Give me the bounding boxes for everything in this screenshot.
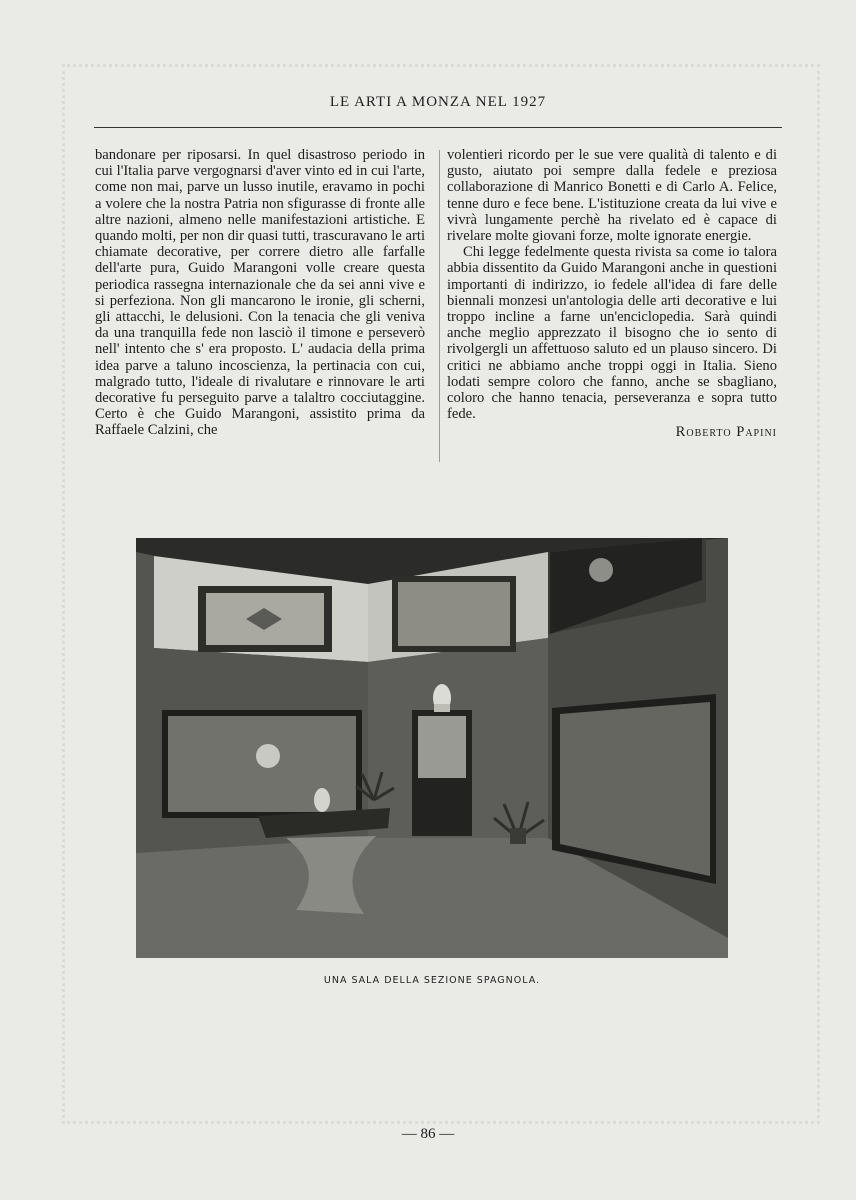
header-rule bbox=[94, 127, 782, 128]
text-column-right bbox=[447, 147, 777, 441]
column-divider bbox=[439, 150, 440, 462]
text-column-left bbox=[95, 147, 425, 439]
paragraph: Chi legge fedelmente questa rivista sa come io talora abbia dissentito da Guido Marangoni anche in questioni importanti di indirizzo, io fedele all'idea di fare delle biennali monzesi un'antologia delle arti decorative e lui troppo incline a farne un'enciclopedia. Sarà quindi anche meglio apprezzato il bisogno che io sento di rivolgergli un affettuoso saluto ed un plauso sincero. Di critici ne abbiamo anche troppi oggi in Italia. Sieno lodati sempre coloro che fanno, anche se sbagliano, coloro che hanno tenacia, perseveranza e sopra tutto fede. bbox=[447, 244, 777, 423]
author-signature: Roberto Papini bbox=[675, 424, 777, 441]
running-head: LE ARTI A MONZA NEL 1927 bbox=[329, 94, 547, 110]
page-number: — 86 — bbox=[401, 1126, 455, 1142]
paragraph: bandonare per riposarsi. In quel disastroso periodo in cui l'Italia parve vergognarsi d'aver vinto ed in cui l'arte, come non mai, parve un lusso inutile, eravamo in pochi a volere che la nostra Patria non sfigurasse di fronte alle altre nazioni, almeno nelle manifestazioni artistiche. E quando molti, per non dir quasi tutti, trascuravano le arti chiamate decorative, per correre dietro alle farfalle dell'arte pura, Guido Marangoni volle creare questa periodica rassegna internazionale che da sei anni vive e si perfeziona. Non gli mancarono le ironie, gli scherni, gli attacchi, le delusioni. Con la tenacia che gli veniva da una tranquilla fede non lasciò il timone e perseverò nell' intento che s' era proposto. L' audacia della prima idea parve a taluno incoscienza, la pertinacia con cui, malgrado tutto, l'ideale di rivalutare e rinnovare le arti decorative fu perseguito parve a talaltro cocciutaggine. Certo è che Guido Marangoni, assistito prima da Raffaele Calzini, che bbox=[95, 147, 425, 439]
exhibition-hall-photo bbox=[136, 538, 728, 958]
photo-caption: UNA SALA DELLA SEZIONE SPAGNOLA. bbox=[323, 975, 541, 986]
paragraph: volentieri ricordo per le sue vere qualità di talento e di gusto, aiutato poi sempre dalla fedele e preziosa collaborazione di Manrico Bonetti e di Carlo A. Felice, tenne duro e fece bene. L'istituzione creata da lui vive e vivrà lungamente perchè ha rivelato ed è capace di rivelare molte giovani forze, molte ignorate energie. bbox=[447, 147, 777, 245]
